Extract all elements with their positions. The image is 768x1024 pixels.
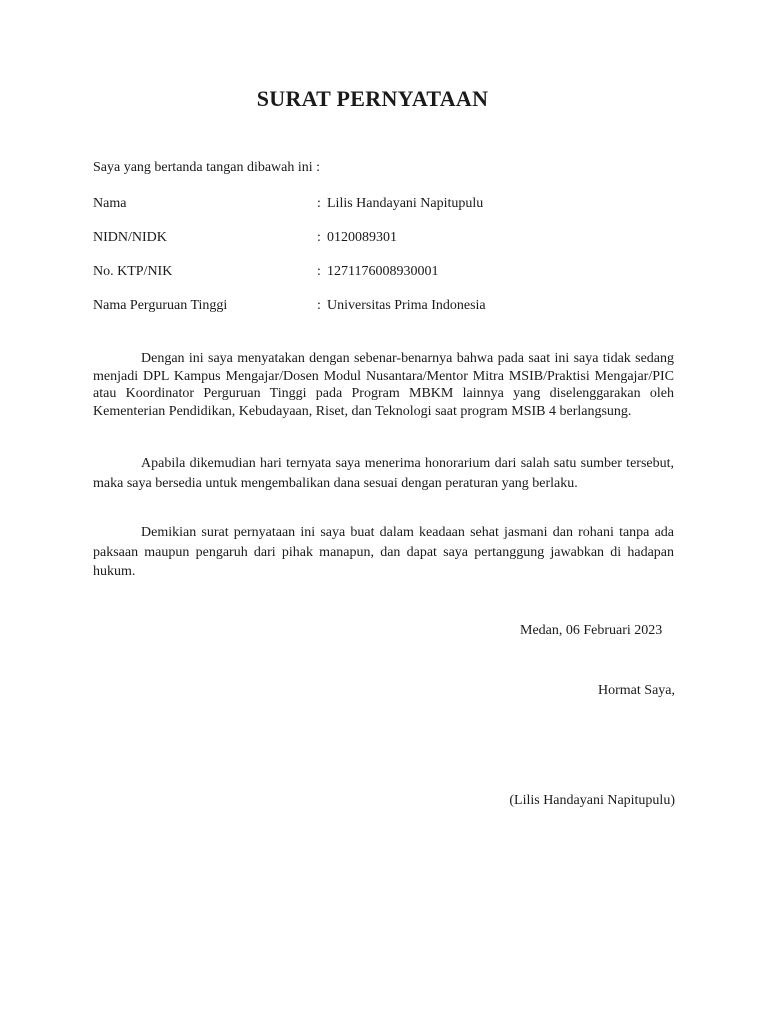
field-value: 1271176008930001 bbox=[327, 264, 439, 279]
document-title: SURAT PERNYATAAN bbox=[256, 86, 489, 111]
field-ktp-nik bbox=[93, 264, 673, 282]
closing-paragraph: Demikian surat pernyataan ini saya buat dalam keadaan sehat jasmani dan rohani tanpa ada paksaan maupun pengaruh dari pihak manapun, dan dapat saya pertanggung jawabkan di hadapan hukum. bbox=[93, 525, 674, 580]
place-date: Medan, 06 Februari 2023 bbox=[520, 623, 663, 638]
field-value: Lilis Handayani Napitupulu bbox=[327, 196, 484, 211]
statement-paragraph: Dengan ini saya menyatakan dengan sebenar-benarnya bahwa pada saat ini saya tidak sedang menjadi DPL Kampus Mengajar/Dosen Modul Nusantara/Mentor Mitra MSIB/Praktisi Mengajar/PIC atau Koordinator Perguruan Tinggi pada Program MBKM lainnya yang diselenggarakan oleh Kementerian Pendidikan, Kebudayaan, Riset, dan Teknologi saat program MSIB 4 berlangsung. bbox=[93, 351, 674, 419]
field-perguruan-tinggi bbox=[93, 298, 673, 316]
field-colon: : bbox=[317, 196, 321, 211]
field-nama bbox=[93, 196, 673, 214]
field-label: No. KTP/NIK bbox=[93, 264, 173, 279]
honorarium-paragraph: Apabila dikemudian hari ternyata saya menerima honorarium dari salah satu sumber tersebut, maka saya bersedia untuk mengembalikan dana sesuai dengan peraturan yang berlaku. bbox=[93, 456, 674, 491]
field-label: NIDN/NIDK bbox=[93, 230, 167, 245]
field-colon: : bbox=[317, 264, 321, 279]
field-label: Nama Perguruan Tinggi bbox=[93, 298, 228, 313]
field-value: 0120089301 bbox=[327, 230, 397, 245]
field-colon: : bbox=[317, 298, 321, 313]
field-label: Nama bbox=[93, 196, 127, 211]
field-value: Universitas Prima Indonesia bbox=[327, 298, 486, 313]
field-colon: : bbox=[317, 230, 321, 245]
closing-salutation: Hormat Saya, bbox=[598, 683, 675, 698]
signer-name: (Lilis Handayani Napitupulu) bbox=[509, 793, 675, 808]
field-nidn bbox=[93, 230, 673, 248]
intro-text: Saya yang bertanda tangan dibawah ini : bbox=[93, 160, 321, 175]
